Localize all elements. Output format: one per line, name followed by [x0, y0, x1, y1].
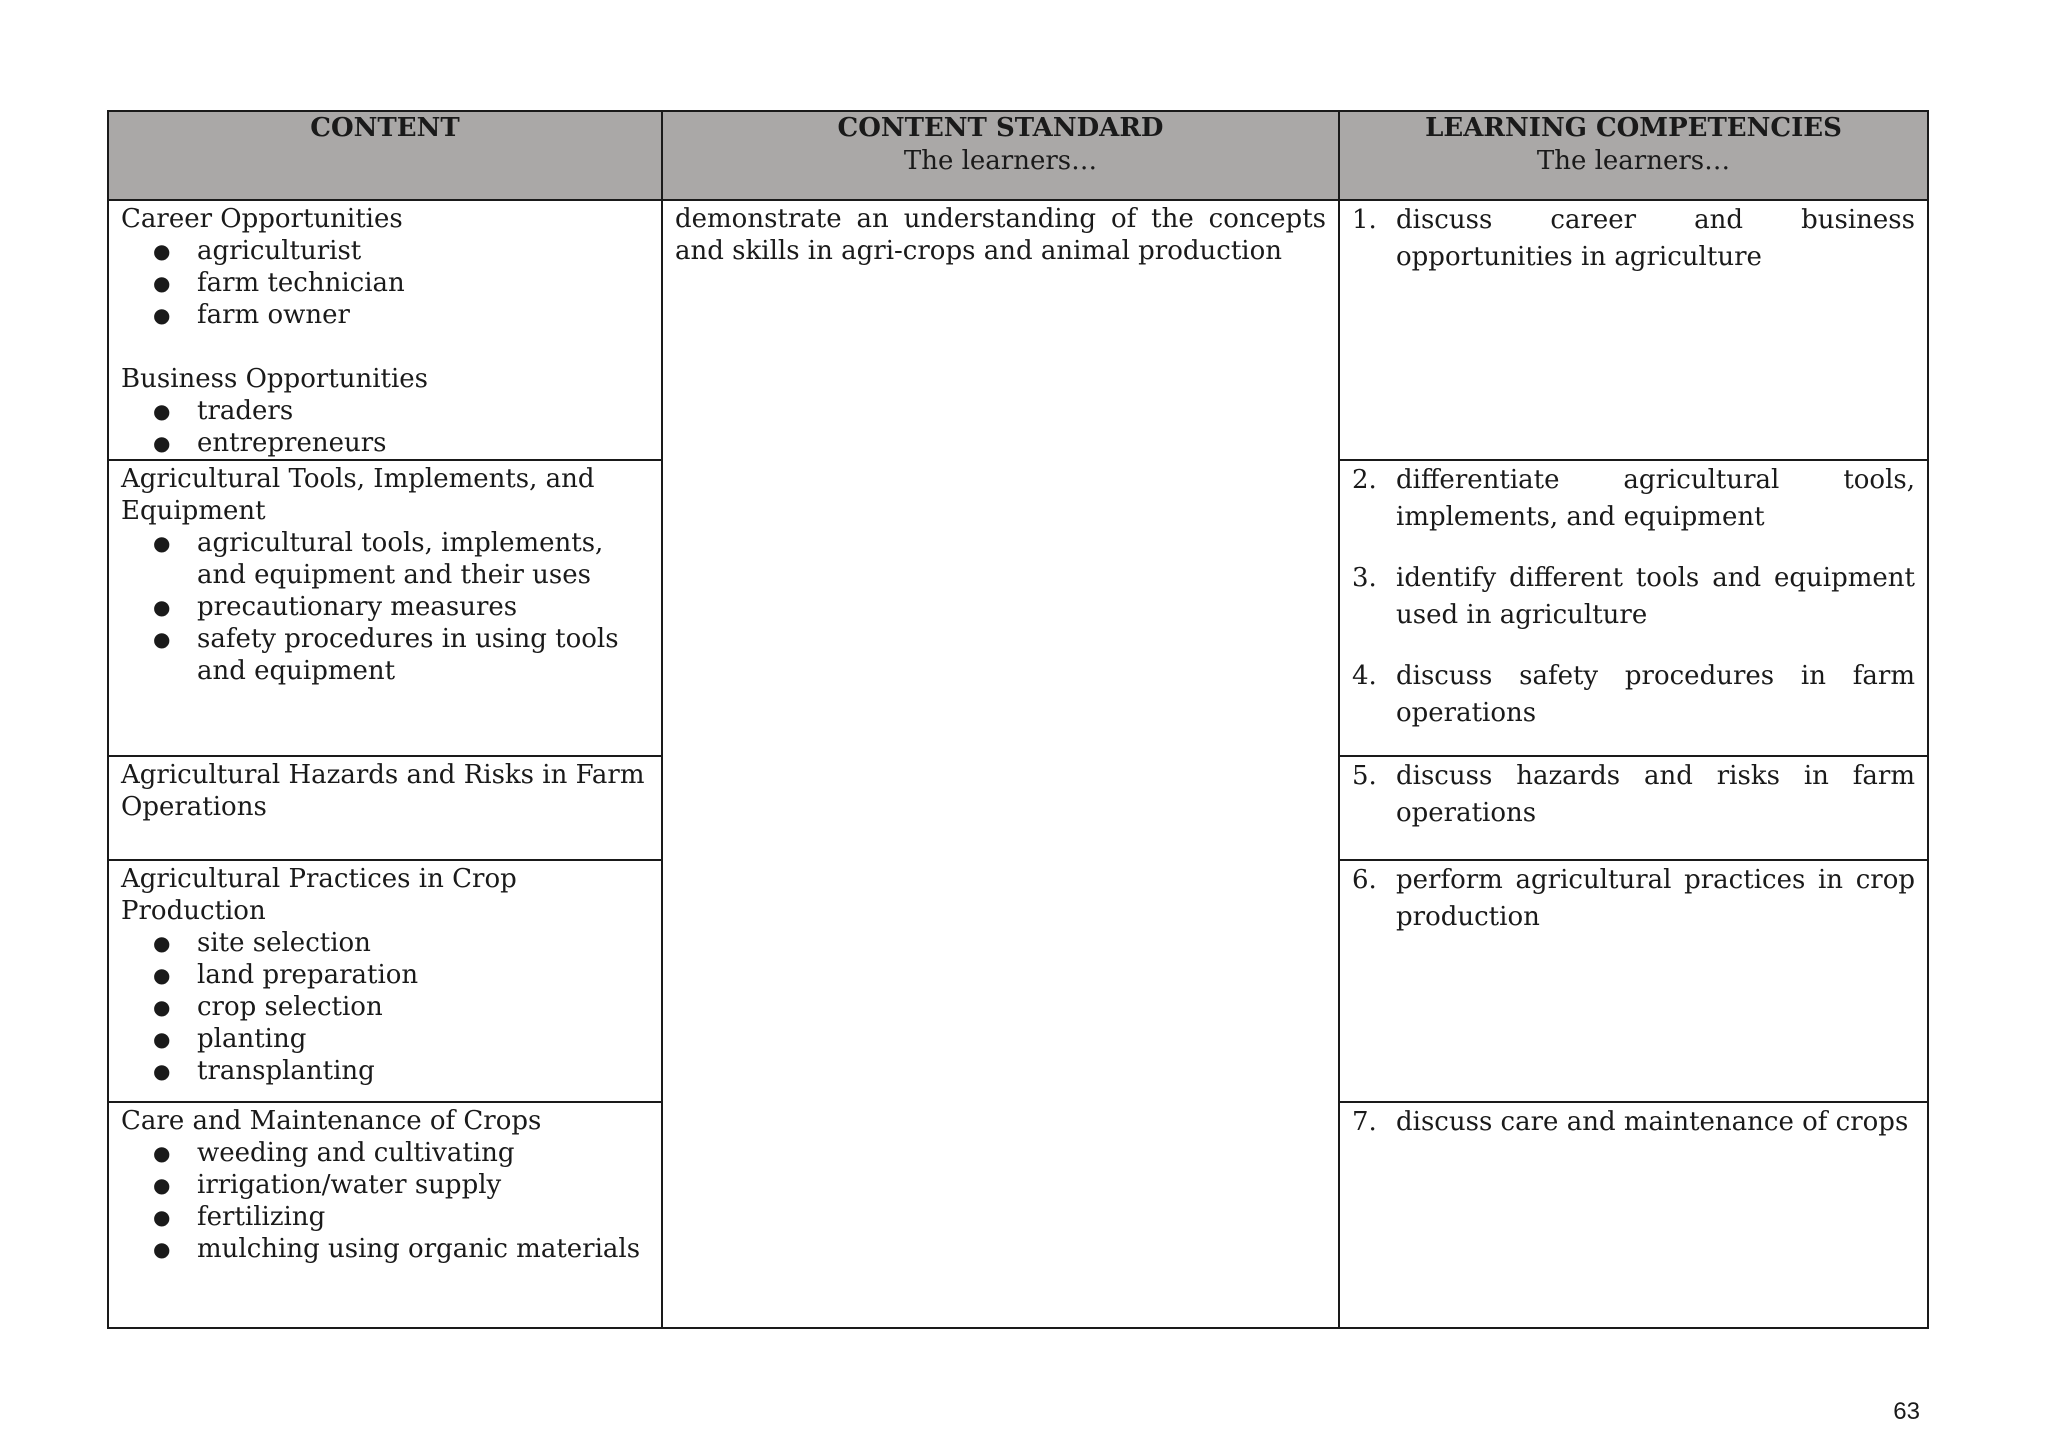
page-number: 63: [1893, 1398, 1920, 1425]
bullet-list: [121, 1137, 649, 1265]
header-title: CONTENT: [310, 113, 460, 143]
bullet-list: [121, 235, 649, 331]
bullet-list: [121, 927, 649, 1087]
bullet-item: ● agriculturist: [197, 235, 649, 267]
competency-item: [1352, 202, 1915, 276]
bullet-item: ● precautionary measures: [197, 591, 649, 623]
competency-text: discuss career and business opportunities in agriculture: [1396, 205, 1915, 272]
competency-item: [1352, 560, 1915, 634]
bullet-item: ● safety procedures in using tools and equipment: [197, 623, 649, 687]
header-learning-competencies: [1339, 111, 1928, 200]
competency-item: [1352, 758, 1915, 832]
topic-title: Care and Maintenance of Crops: [121, 1106, 542, 1136]
competency-cell: [1339, 756, 1928, 860]
topic-title: Agricultural Practices in Crop Production: [121, 864, 517, 926]
bullet-item: ● entrepreneurs: [197, 427, 649, 459]
competency-text: perform agricultural practices in crop production: [1396, 865, 1915, 932]
bullet-item: ● site selection: [197, 927, 649, 959]
content-standard-cell: [662, 200, 1339, 1328]
header-content-standard: [662, 111, 1339, 200]
competency-list: [1352, 462, 1915, 732]
competency-item: [1352, 462, 1915, 536]
bullet-item: ● fertilizing: [197, 1201, 649, 1233]
content-standard-text: demonstrate an understanding of the concepts and skills in agri-crops and animal production: [675, 204, 1326, 266]
competency-item: [1352, 658, 1915, 732]
topic-title: Agricultural Tools, Implements, and Equipment: [121, 464, 595, 526]
content-cell: [108, 200, 662, 460]
header-content: [108, 111, 662, 200]
competency-number: 4.: [1352, 661, 1377, 691]
competency-number: 2.: [1352, 465, 1377, 495]
competency-number: 6.: [1352, 865, 1377, 895]
competency-text: discuss hazards and risks in farm operations: [1396, 761, 1915, 828]
competency-cell: [1339, 860, 1928, 1102]
header-row: [108, 111, 1928, 200]
competency-list: [1352, 758, 1915, 832]
competency-number: 7.: [1352, 1107, 1377, 1137]
bullet-item: ● agricultural tools, implements, and equipment and their uses: [197, 527, 649, 591]
bullet-item: ● planting: [197, 1023, 649, 1055]
competency-text: discuss safety procedures in farm operations: [1396, 661, 1915, 728]
bullet-item: ● traders: [197, 395, 649, 427]
bullet-item: ● farm owner: [197, 299, 649, 331]
bullet-item: ● transplanting: [197, 1055, 649, 1087]
bullet-item: ● mulching using organic materials: [197, 1233, 649, 1265]
table-row: [108, 200, 1928, 460]
content-cell: [108, 460, 662, 756]
competency-text: identify different tools and equipment used in agriculture: [1396, 563, 1915, 630]
competency-text: differentiate agricultural tools, implements, and equipment: [1396, 465, 1915, 532]
topic-title: Career Opportunities: [121, 204, 403, 234]
competency-cell: [1339, 1102, 1928, 1328]
curriculum-table: [107, 110, 1929, 1329]
competency-cell: [1339, 460, 1928, 756]
bullet-item: ● weeding and cultivating: [197, 1137, 649, 1169]
competency-cell: [1339, 200, 1928, 460]
competency-list: [1352, 202, 1915, 276]
content-cell: [108, 756, 662, 860]
competency-number: 3.: [1352, 563, 1377, 593]
content-cell: [108, 1102, 662, 1328]
competency-item: [1352, 1104, 1915, 1141]
topic-title: Agricultural Hazards and Risks in Farm Operations: [121, 760, 645, 822]
bullet-item: ● farm technician: [197, 267, 649, 299]
header-subtitle: The learners…: [903, 146, 1098, 176]
topic-title: Business Opportunities: [121, 364, 429, 394]
header-title: CONTENT STANDARD: [837, 113, 1164, 143]
bullet-list: [121, 395, 649, 459]
header-subtitle: The learners…: [1536, 146, 1731, 176]
competency-item: [1352, 862, 1915, 936]
bullet-list: [121, 527, 649, 687]
competency-number: 1.: [1352, 205, 1377, 235]
competency-list: [1352, 1104, 1915, 1141]
content-cell: [108, 860, 662, 1102]
competency-number: 5.: [1352, 761, 1377, 791]
bullet-item: ● irrigation/water supply: [197, 1169, 649, 1201]
competency-list: [1352, 862, 1915, 936]
competency-text: discuss care and maintenance of crops: [1396, 1107, 1909, 1137]
bullet-item: ● crop selection: [197, 991, 649, 1023]
header-title: LEARNING COMPETENCIES: [1425, 113, 1842, 143]
bullet-item: ● land preparation: [197, 959, 649, 991]
